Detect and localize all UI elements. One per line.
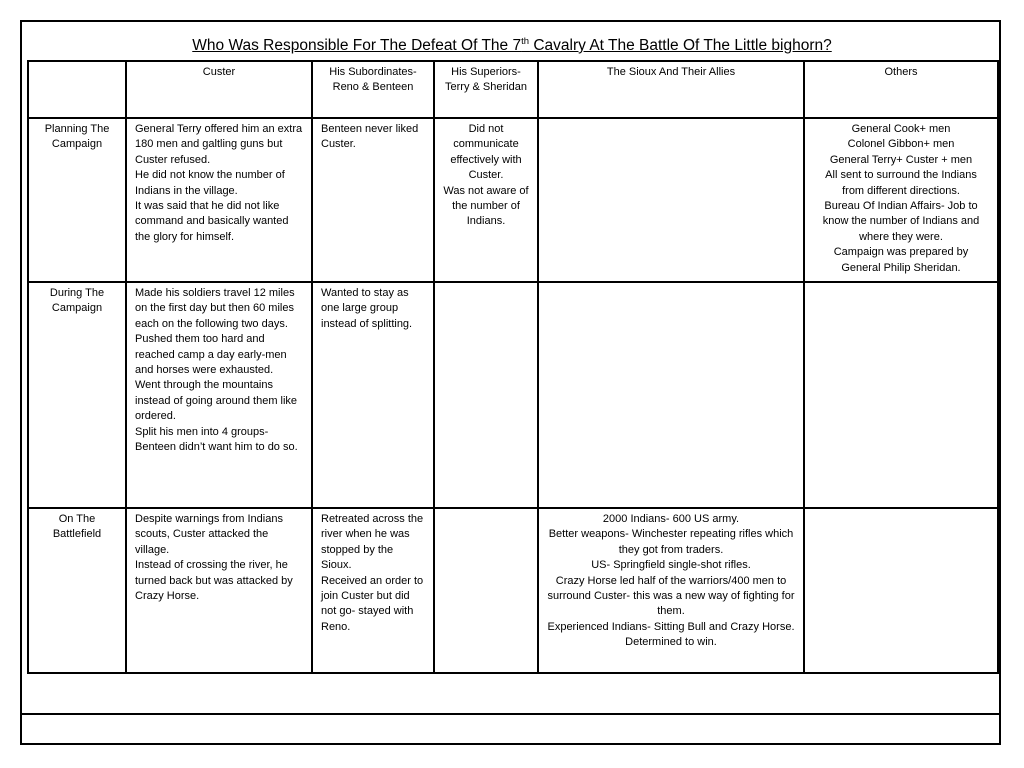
- cell-line: He did not know the number of Indians in the village.: [135, 169, 285, 197]
- table-row: [28, 282, 998, 508]
- cell-during-superiors: [434, 282, 538, 508]
- cell-line: Better weapons- Winchester repeating rifles which they got from traders.: [548, 528, 794, 556]
- cell-line: Crazy Horse led half of the warriors/400 men to surround Custer- this was a new way of fighting for them.: [547, 574, 795, 618]
- cell-planning-custer: [126, 118, 312, 282]
- cell-planning-sioux: [538, 118, 804, 282]
- header-corner-cell: [28, 61, 126, 118]
- row-label-battlefield: On The Battlefield: [28, 508, 126, 673]
- cell-line: Went through the mountains instead of going around them like ordered.: [135, 379, 298, 423]
- cell-line: 2000 Indians- 600 US army.: [602, 513, 740, 525]
- cell-line: Bureau Of Indian Affairs- Job to know the number of Indians and where they were.: [822, 200, 980, 243]
- footer-divider: [20, 713, 1001, 715]
- cell-during-sioux: [538, 282, 804, 508]
- cell-during-others: [804, 282, 998, 508]
- cell-line: Experienced Indians- Sitting Bull and Crazy Horse.: [547, 620, 795, 633]
- header-cell-superiors: His Superiors- Terry & Sheridan: [434, 61, 538, 118]
- cell-during-subordinates: [312, 282, 434, 508]
- header-cell-sioux: The Sioux And Their Allies: [538, 61, 804, 118]
- cell-line: Determined to win.: [625, 636, 717, 649]
- responsibility-table: [27, 60, 999, 674]
- header-cell-custer: Custer: [126, 61, 312, 118]
- title-superscript: th: [521, 36, 530, 47]
- cell-planning-subordinates: [312, 118, 434, 282]
- cell-line: Colonel Gibbon+ men: [847, 138, 955, 151]
- cell-line: Campaign was prepared by General Philip Sheridan.: [833, 246, 969, 274]
- cell-line: Wanted to stay as one large group instead of splitting.: [321, 287, 413, 330]
- table-row: [28, 508, 998, 673]
- cell-battlefield-custer: [126, 508, 312, 673]
- table-row: [28, 118, 998, 282]
- row-label-planning: Planning The Campaign: [28, 118, 126, 282]
- cell-line: All sent to surround the Indians from different directions.: [825, 169, 977, 197]
- cell-planning-superiors: [434, 118, 538, 282]
- cell-line: Made his soldiers travel 12 miles on the first day but then 60 miles each on the following two days. Pushed them too hard and reached camp a day early-men and horses were exhausted.: [135, 287, 295, 377]
- page-title: Who Was Responsible For The Defeat Of The 7th Cavalry At The Battle Of The Little bighorn?: [192, 36, 832, 55]
- cell-line: Split his men into 4 groups- Benteen didn’t want him to do so.: [135, 425, 298, 454]
- header-row: [28, 61, 998, 118]
- header-cell-others: Others: [804, 61, 998, 118]
- cell-battlefield-others: [804, 508, 998, 673]
- cell-line: US- Springfield single-shot rifles.: [591, 559, 751, 572]
- cell-line: Received an order to join Custer but did not go- stayed with Reno.: [321, 574, 424, 633]
- cell-line: General Terry+ Custer + men: [829, 153, 973, 166]
- cell-line: Did not communicate effectively with Custer.: [450, 123, 522, 182]
- cell-battlefield-superiors: [434, 508, 538, 673]
- cell-during-custer: [126, 282, 312, 508]
- cell-line: Benteen never liked Custer.: [321, 123, 419, 151]
- cell-line: General Cook+ men: [851, 123, 951, 135]
- row-label-during: During The Campaign: [28, 282, 126, 508]
- cell-battlefield-subordinates: [312, 508, 434, 673]
- cell-line: Retreated across the river when he was stopped by the Sioux.: [321, 513, 424, 572]
- cell-line: Despite warnings from Indians scouts, Custer attacked the village.: [135, 513, 283, 556]
- header-cell-subordinates: His Subordinates- Reno & Benteen: [312, 61, 434, 118]
- cell-line: General Terry offered him an extra 180 men and galtling guns but Custer refused.: [135, 123, 303, 166]
- cell-planning-others: [804, 118, 998, 282]
- cell-battlefield-sioux: [538, 508, 804, 673]
- cell-line: It was said that he did not like command and basically wanted the glory for himself.: [135, 200, 289, 243]
- cell-line: Was not aware of the number of Indians.: [443, 184, 529, 228]
- cell-line: Instead of crossing the river, he turned back but was attacked by Crazy Horse.: [135, 559, 293, 603]
